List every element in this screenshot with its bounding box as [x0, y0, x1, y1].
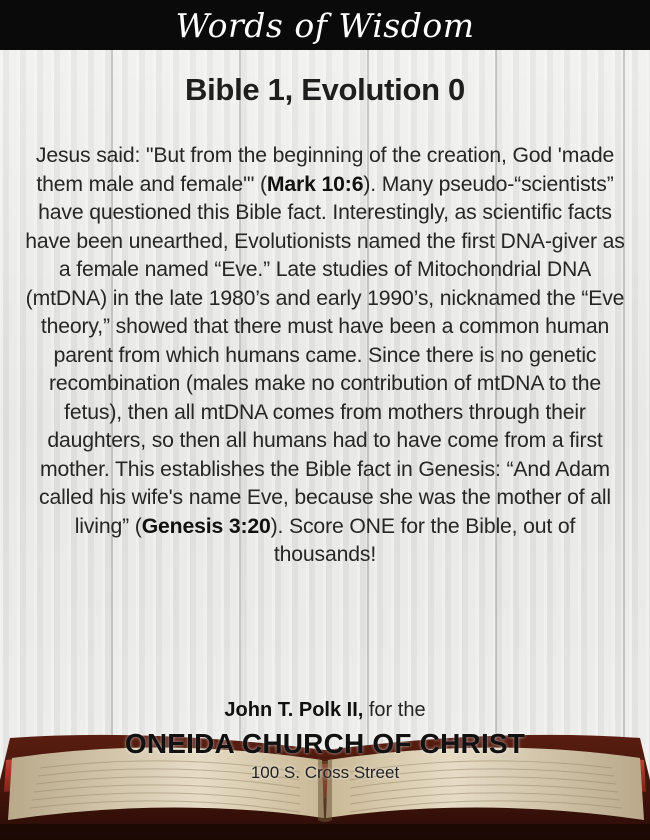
author-line [0, 699, 650, 722]
author-name: John T. Polk II, [224, 699, 364, 721]
church-address: 100 S. Cross Street [250, 763, 400, 782]
author-suffix: for the [363, 699, 426, 721]
article-text: ). Many pseudo-“scientists” have questioned this Bible fact. Interestingly, as scientific facts have been unearthed, Evolutionists named the first DNA-giver as a female named “Eve.” Late studies of Mitochondrial DNA (mtDNA) in the late 1980’s and early 1990’s, nicknamed the “Eve theory,” showed that there must have been a common human parent from which humans came. Since there is no genetic recombination (males make no contribution of mtDNA to the fetus), then all mtDNA comes from mothers through their daughters, so then all humans had to have come from a first mother. This establishes the Bible fact in Genesis: “And Adam called his wife's name Eve, because she was the mother of all living” ( [25, 172, 625, 538]
scripture-ref-mark: Mark 10:6 [266, 172, 364, 196]
brand-title: Words of Wisdom [175, 5, 475, 45]
article-title: Bible 1, Evolution 0 [185, 72, 465, 107]
church-name: ONEIDA CHURCH OF CHRIST [124, 728, 526, 759]
article-body [22, 142, 628, 570]
header-banner [0, 0, 650, 50]
article-closing: ). Score ONE for the Bible, out of thousands! [270, 514, 576, 566]
scripture-ref-genesis: Genesis 3:20 [141, 514, 271, 538]
article-intro: Jesus said: "But from the beginning of the creation, God 'made them male and female'" ( [35, 144, 615, 196]
